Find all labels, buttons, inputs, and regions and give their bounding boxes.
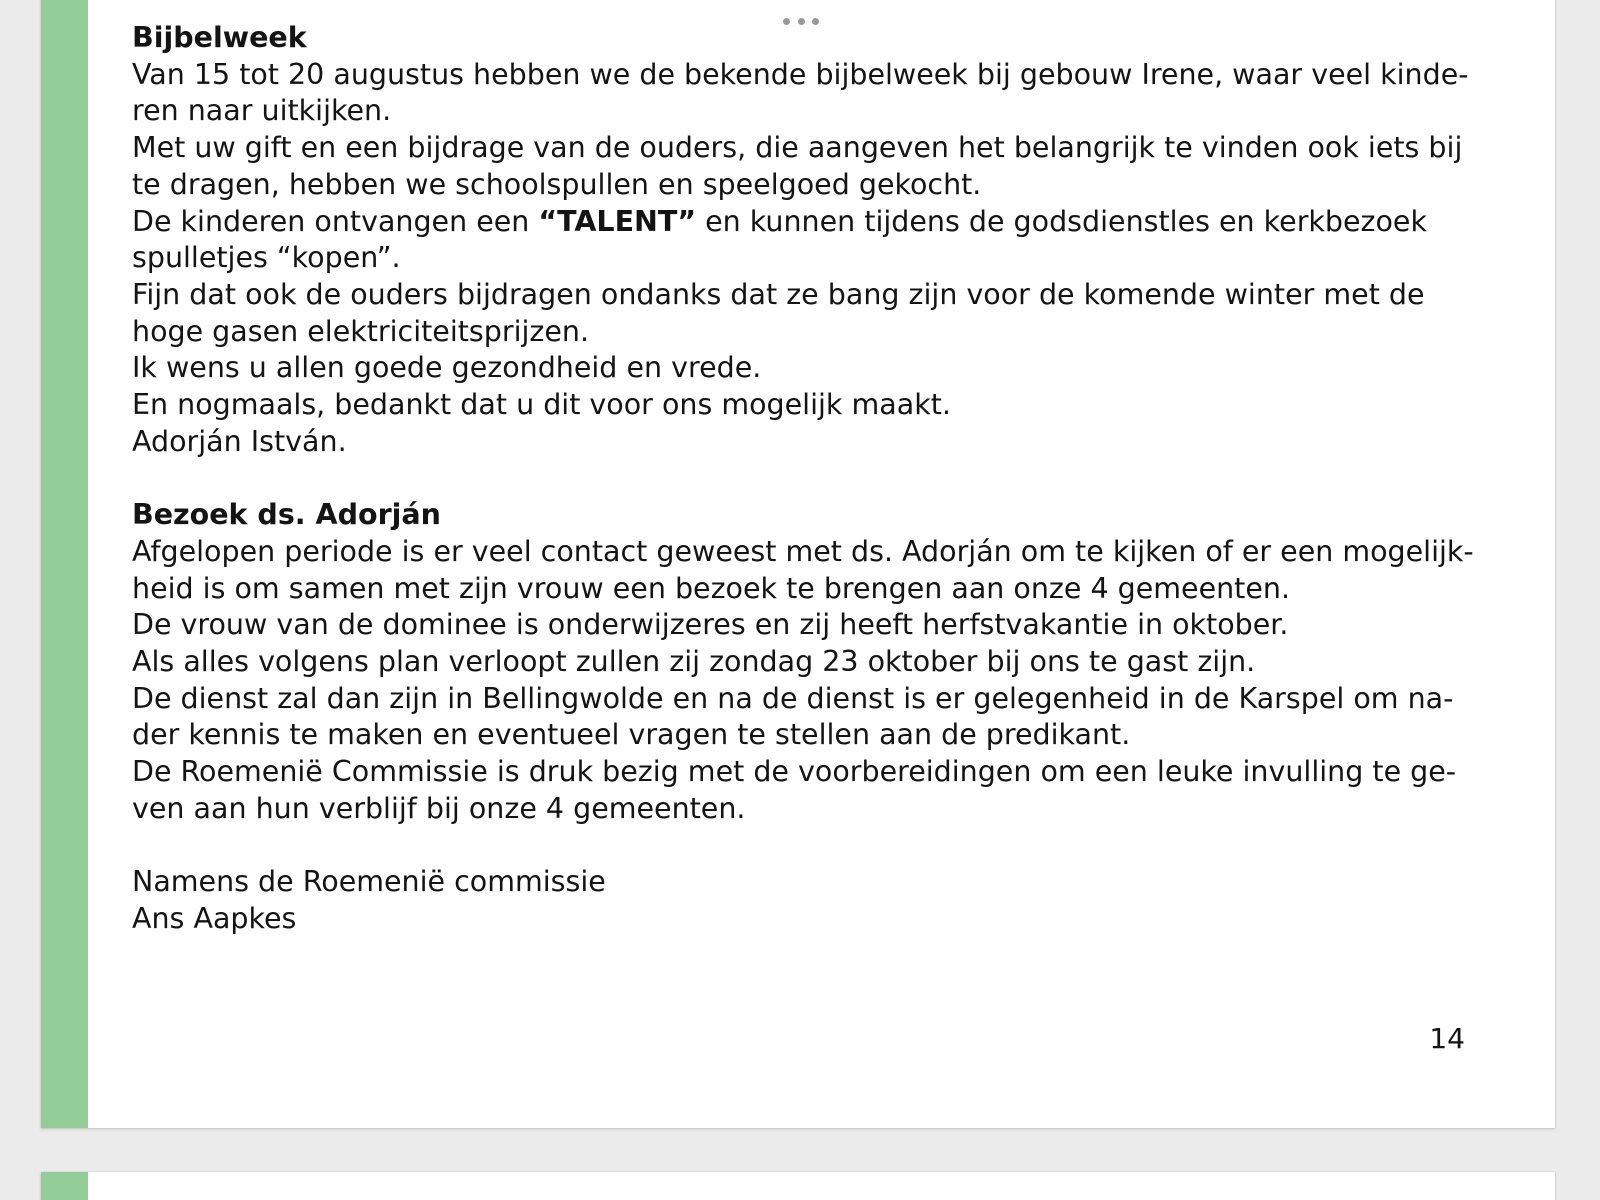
paragraph-gap: [132, 460, 1512, 497]
text-line: De dienst zal dan zijn in Bellingwolde en na de dienst is er gelegenheid in de Karspel om na-: [132, 681, 1454, 715]
document-page-next: [41, 1172, 1555, 1200]
text-line: spulletjes “kopen”.: [132, 241, 401, 275]
text-fragment: De kinderen ontvangen een: [132, 204, 539, 238]
signature-line: Namens de Roemenië commissie: [132, 865, 606, 899]
text-line: Afgelopen periode is er veel contact geweest met ds. Adorján om te kijken of er een mogelijk-: [132, 534, 1474, 568]
text-line: Als alles volgens plan verloopt zullen zij zondag 23 oktober bij ons te gast zijn.: [132, 644, 1256, 678]
document-page-14: [41, 0, 1555, 1128]
text-line: En nogmaals, bedankt dat u dit voor ons mogelijk maakt.: [132, 388, 951, 422]
text-line: hoge gasen elektriciteitsprijzen.: [132, 314, 590, 348]
text-line: Adorján István.: [132, 424, 347, 458]
text-line: De vrouw van de dominee is onderwijzeres en zij heeft herfstvakantie in oktober.: [132, 608, 1289, 642]
text-line: der kennis te maken en eventueel vragen te stellen aan de predikant.: [132, 718, 1131, 752]
section-heading-bijbelweek: Bijbelweek: [132, 21, 307, 54]
text-line-talent: [132, 204, 1512, 241]
page-accent-bar: [41, 0, 88, 1128]
paragraph-gap: [132, 827, 1512, 864]
page-content: [132, 20, 1512, 938]
text-line: te dragen, hebben we schoolspullen en speelgoed gekocht.: [132, 167, 982, 201]
section-heading-bezoek: Bezoek ds. Adorján: [132, 498, 441, 532]
text-fragment: en kunnen tijdens de godsdienstles en kerkbezoek: [696, 204, 1427, 238]
signature-name: Ans Aapkes: [132, 901, 297, 935]
talent-emphasis: “TALENT”: [538, 204, 697, 238]
text-line: ren naar uitkijken.: [132, 94, 392, 128]
text-line: De Roemenië Commissie is druk bezig met de voorbereidingen om een leuke invulling te ge-: [132, 755, 1457, 789]
text-line: Met uw gift en een bijdrage van de ouders, die aangeven het belangrijk te vinden ook iets bij: [132, 131, 1463, 165]
page-number: 14: [1429, 1022, 1465, 1055]
text-line: ven aan hun verblijf bij onze 4 gemeenten.: [132, 791, 746, 825]
page-accent-bar: [41, 1172, 88, 1200]
text-line: heid is om samen met zijn vrouw een bezoek te brengen aan onze 4 gemeenten.: [132, 571, 1291, 605]
text-line: Van 15 tot 20 augustus hebben we de bekende bijbelweek bij gebouw Irene, waar veel kinde-: [132, 57, 1469, 91]
text-line: Ik wens u allen goede gezondheid en vrede.: [132, 351, 762, 385]
text-line: Fijn dat ook de ouders bijdragen ondanks dat ze bang zijn voor de komende winter met de: [132, 277, 1425, 311]
